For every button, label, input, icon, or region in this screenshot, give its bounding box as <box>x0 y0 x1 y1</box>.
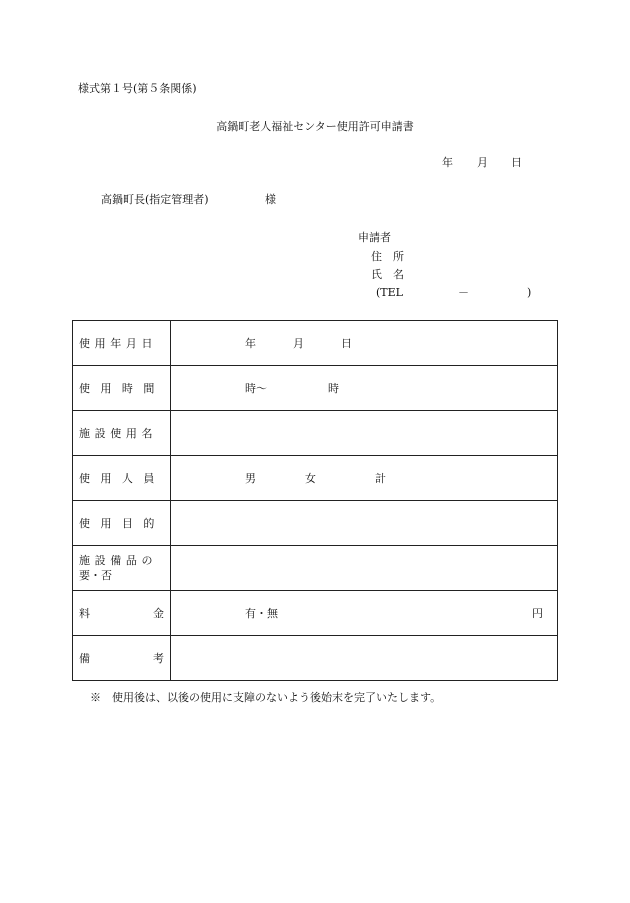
table-row-facility-name <box>73 411 558 456</box>
equipment-label-line1: 施設備品の <box>79 554 158 567</box>
purpose-field[interactable] <box>171 501 558 546</box>
usage-time-from-label: 時～ <box>245 382 267 395</box>
table-row-usage-date <box>73 321 558 366</box>
attendees-male-label: 男 <box>245 472 256 485</box>
attendees-total-label: 計 <box>375 472 386 485</box>
usage-date-field[interactable] <box>171 321 558 366</box>
fee-label <box>73 591 171 636</box>
attendees-female-label: 女 <box>305 472 316 485</box>
usage-date-label: 使用年月日 <box>73 321 171 366</box>
document-title: 高鍋町老人福祉センター使用許可申請書 <box>216 120 414 133</box>
date-month-label: 月 <box>477 156 488 169</box>
table-row-attendees <box>73 456 558 501</box>
table-row-fee <box>73 591 558 636</box>
application-table <box>72 320 558 681</box>
applicant-name-label: 氏 名 <box>371 268 404 281</box>
equipment-label-line2: 要・否 <box>79 569 112 582</box>
remarks-label <box>73 636 171 681</box>
equipment-field[interactable] <box>171 546 558 591</box>
remarks-field[interactable] <box>171 636 558 681</box>
usage-time-to-label: 時 <box>328 382 339 395</box>
applicant-tel-close: ) <box>527 286 532 299</box>
fee-field[interactable] <box>171 591 558 636</box>
applicant-address-label: 住 所 <box>371 250 404 263</box>
facility-name-label: 施設使用名 <box>73 411 171 456</box>
purpose-label: 使用目的 <box>73 501 171 546</box>
attendees-field[interactable] <box>171 456 558 501</box>
addressee-honorific: 様 <box>265 193 276 206</box>
facility-name-field[interactable] <box>171 411 558 456</box>
applicant-tel-dash: － <box>458 286 469 299</box>
fee-label-left: 料 <box>79 607 90 620</box>
fee-unit-label: 円 <box>532 607 543 620</box>
table-row-purpose <box>73 501 558 546</box>
date-day-label: 日 <box>511 156 522 169</box>
remarks-label-right: 考 <box>153 652 164 665</box>
applicant-label: 申請者 <box>358 231 391 244</box>
table-row-usage-time <box>73 366 558 411</box>
table-row-remarks <box>73 636 558 681</box>
attendees-label: 使用人員 <box>73 456 171 501</box>
addressee-name: 高鍋町長(指定管理者) <box>101 193 209 206</box>
fee-label-right: 金 <box>153 607 164 620</box>
form-number: 様式第１号(第５条関係) <box>78 82 197 95</box>
applicant-tel-label: (TEL <box>376 286 403 299</box>
equipment-label <box>73 546 171 591</box>
usage-time-label: 使用時間 <box>73 366 171 411</box>
remarks-label-left: 備 <box>79 652 90 665</box>
usage-month-label: 月 <box>293 337 304 350</box>
fee-choice-label: 有・無 <box>245 607 278 620</box>
usage-day-label: 日 <box>341 337 352 350</box>
date-year-label: 年 <box>442 156 453 169</box>
table-row-equipment <box>73 546 558 591</box>
usage-time-field[interactable] <box>171 366 558 411</box>
footnote: ※ 使用後は、以後の使用に支障のないよう後始末を完了いたします。 <box>90 691 442 704</box>
usage-year-label: 年 <box>245 337 256 350</box>
